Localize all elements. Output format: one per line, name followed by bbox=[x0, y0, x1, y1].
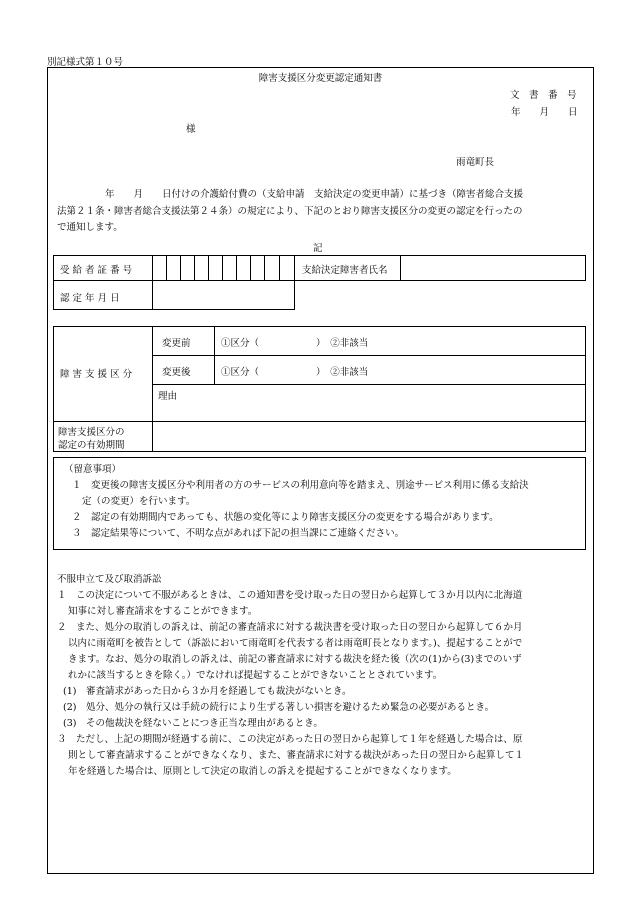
body-line: 法第２１条・障害者総合支援法第２４条）の規定により、下記のとおり障害支援区分の変更の認定を行ったの bbox=[57, 205, 523, 217]
appeal-line: きます。なお、処分の取消しの訴えは、前記の審査請求に対する裁決を経た後（次の(1)から(3)までのいず bbox=[68, 654, 522, 665]
appeal-line: (1) 審査請求があった日から３か月を経過しても裁決がないとき。 bbox=[63, 686, 352, 697]
appeal-line: れかに該当するときを除く。）でなければ提起することができないこととされています。 bbox=[68, 670, 443, 681]
notes-heading: （留意事項） bbox=[64, 464, 122, 475]
appeal-line: 年を経過した場合は、原則として決定の取消しの訴えを提起することができなくなります。 bbox=[68, 766, 457, 777]
document-title: 障害支援区分変更認定通知書 bbox=[258, 73, 383, 84]
appeal-line: ２ また、処分の取消しの訴えは、前記の審査請求に対する裁決書を受け取った日の翌日から起算して６か月 bbox=[57, 622, 523, 633]
issue-date-label: 年 月 日 bbox=[511, 107, 578, 118]
ki-heading: 記 bbox=[313, 243, 323, 254]
addressee-suffix: 様 bbox=[186, 124, 196, 135]
valid-period-label-1: 障害支援区分の bbox=[58, 427, 125, 438]
note-item: ２ 認定の有効期間内であっても、状態の変化等により障害支援区分の変更をする場合があります。 bbox=[72, 512, 499, 523]
appeal-line: 以内に雨竜町を被告として（訴訟において雨竜町を代表する者は雨竜町長となります。)、提起することがで bbox=[68, 638, 523, 649]
form-number: 別記様式第１０号 bbox=[47, 57, 124, 68]
note-item: ３ 認定結果等について、不明な点があれば下記の担当課にご連絡ください。 bbox=[72, 528, 405, 539]
classification-row-label: 障 害 支 援 区 分 bbox=[60, 369, 133, 380]
issuer-name: 雨竜町長 bbox=[456, 157, 495, 168]
body-text bbox=[57, 187, 585, 237]
after-change-label: 変更後 bbox=[162, 367, 191, 378]
document-number-label: 文 書 番 号 bbox=[510, 90, 577, 101]
appeal-line: １ この決定について不服があるときは、この通知書を受け取った日の翌日から起算して３か月以内に北海道 bbox=[57, 590, 523, 601]
reason-label: 理由 bbox=[158, 391, 178, 402]
certification-date-label: 認 定 年 月 日 bbox=[60, 293, 120, 304]
appeal-section bbox=[57, 572, 585, 780]
valid-period-label-2: 認定の有効期間 bbox=[58, 440, 125, 451]
appeal-line: (3) その他裁決を経ないことにつき正当な理由があるとき。 bbox=[63, 718, 323, 729]
before-change-value: ①区分（ ） ②非該当 bbox=[221, 338, 369, 349]
appeal-heading: 不服申立て及び取消訴訟 bbox=[57, 574, 162, 585]
appeal-line: 則として審査請求することができなくなり、また、審査請求に対する裁決があった日の翌日から起算して１ bbox=[68, 750, 524, 761]
notes-text bbox=[64, 462, 592, 542]
appeal-line: (2) 処分、処分の執行又は手続の続行により生ずる著しい損害を避けるため緊急の必要があるとき。 bbox=[63, 702, 495, 713]
before-change-label: 変更前 bbox=[162, 338, 191, 349]
body-line: 年 月 日付けの介護給付費の（支給申請 支給決定の変更申請）に基づき（障害者総合支援 bbox=[105, 189, 524, 200]
appeal-line: ３ ただし、上記の期間が経過する前に、この決定があった日の翌日から起算して１年を経過した場合は、原 bbox=[57, 734, 523, 745]
after-change-value: ①区分（ ） ②非該当 bbox=[221, 367, 369, 378]
recipient-name-label: 支給決定障害者氏名 bbox=[302, 265, 388, 276]
recipient-number-label: 受 給 者 証 番 号 bbox=[60, 265, 133, 276]
note-item: １ 変更後の障害支援区分や利用者の方のサービスの利用意向等を踏まえ、別途サービス利用に係る支給決 bbox=[72, 480, 529, 491]
body-line: で通知します。 bbox=[57, 222, 123, 233]
note-item: 定（の変更）を行います。 bbox=[82, 496, 196, 507]
appeal-line: 知事に対し審査請求をすることができます。 bbox=[68, 606, 258, 617]
